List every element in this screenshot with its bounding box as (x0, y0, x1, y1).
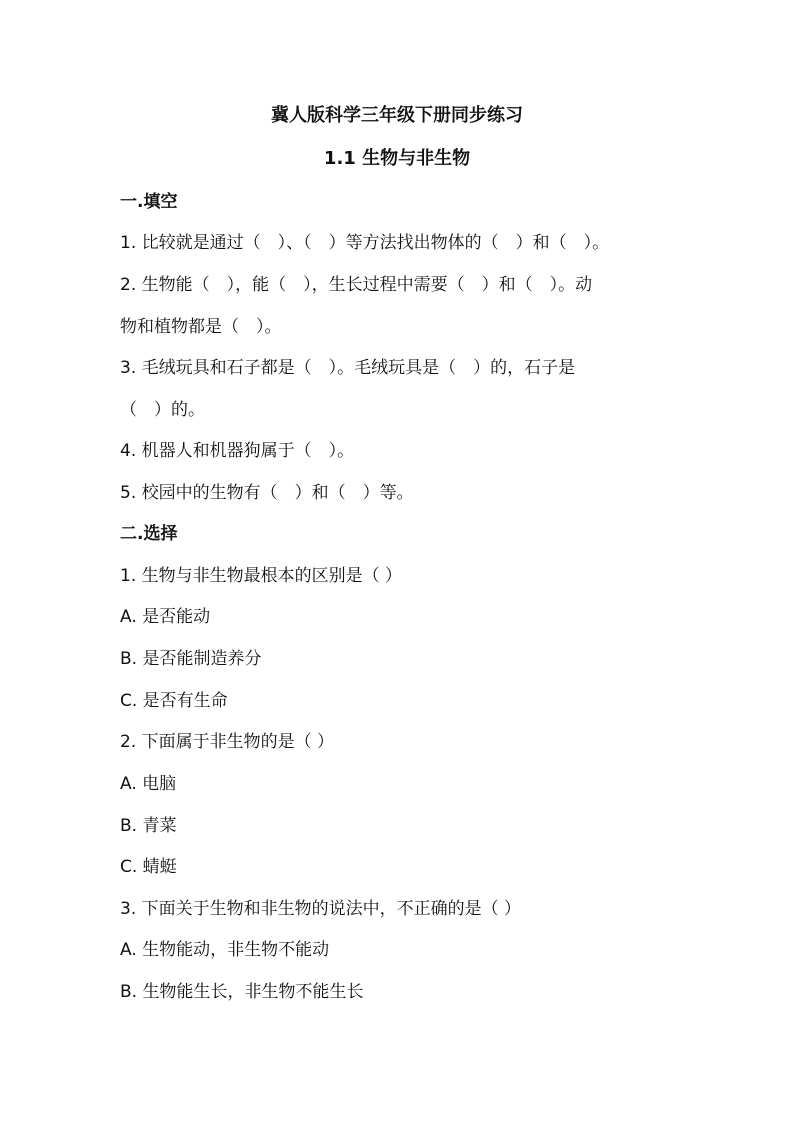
fill-question-1: 1. 比较就是通过（ ）、（ ）等方法找出物体的（ ）和（ ）。 (120, 233, 610, 253)
choice-question-1-option-c: C. 是否有生命 (120, 691, 228, 711)
fill-question-4: 4. 机器人和机器狗属于（ ）。 (120, 441, 355, 461)
section-heading-fill-in: 一.填空 (120, 192, 178, 212)
fill-question-2-line-2: 物和植物都是（ ）。 (120, 317, 282, 337)
choice-question-2-option-c: C. 蜻蜓 (120, 857, 177, 877)
choice-question-3-option-a: A. 生物能动，非生物不能动 (120, 940, 330, 960)
choice-question-3: 3. 下面关于生物和非生物的说法中，不正确的是（ ） (120, 899, 522, 919)
lesson-title: 1.1 生物与非生物 (323, 148, 471, 169)
fill-question-5: 5. 校园中的生物有（ ）和（ ）等。 (120, 483, 414, 503)
choice-question-1-option-b: B. 是否能制造养分 (120, 649, 262, 669)
choice-question-2-option-b: B. 青菜 (120, 816, 177, 836)
choice-question-2: 2. 下面属于非生物的是（ ） (120, 732, 335, 752)
choice-question-2-option-a: A. 电脑 (120, 774, 177, 794)
fill-question-3-line-2: （ ）的。 (120, 400, 205, 420)
choice-question-1: 1. 生物与非生物最根本的区别是（ ） (120, 566, 403, 586)
worksheet-title: 冀人版科学三年级下册同步练习 (271, 105, 523, 126)
fill-question-3-line-1: 3. 毛绒玩具和石子都是（ ）。毛绒玩具是（ ）的，石子是 (120, 358, 576, 378)
section-heading-choice: 二.选择 (120, 524, 178, 544)
choice-question-3-option-b: B. 生物能生长，非生物不能生长 (120, 982, 364, 1002)
fill-question-2-line-1: 2. 生物能（ ），能（ ），生长过程中需要（ ）和（ ）。动 (120, 275, 593, 295)
choice-question-1-option-a: A. 是否能动 (120, 607, 211, 627)
